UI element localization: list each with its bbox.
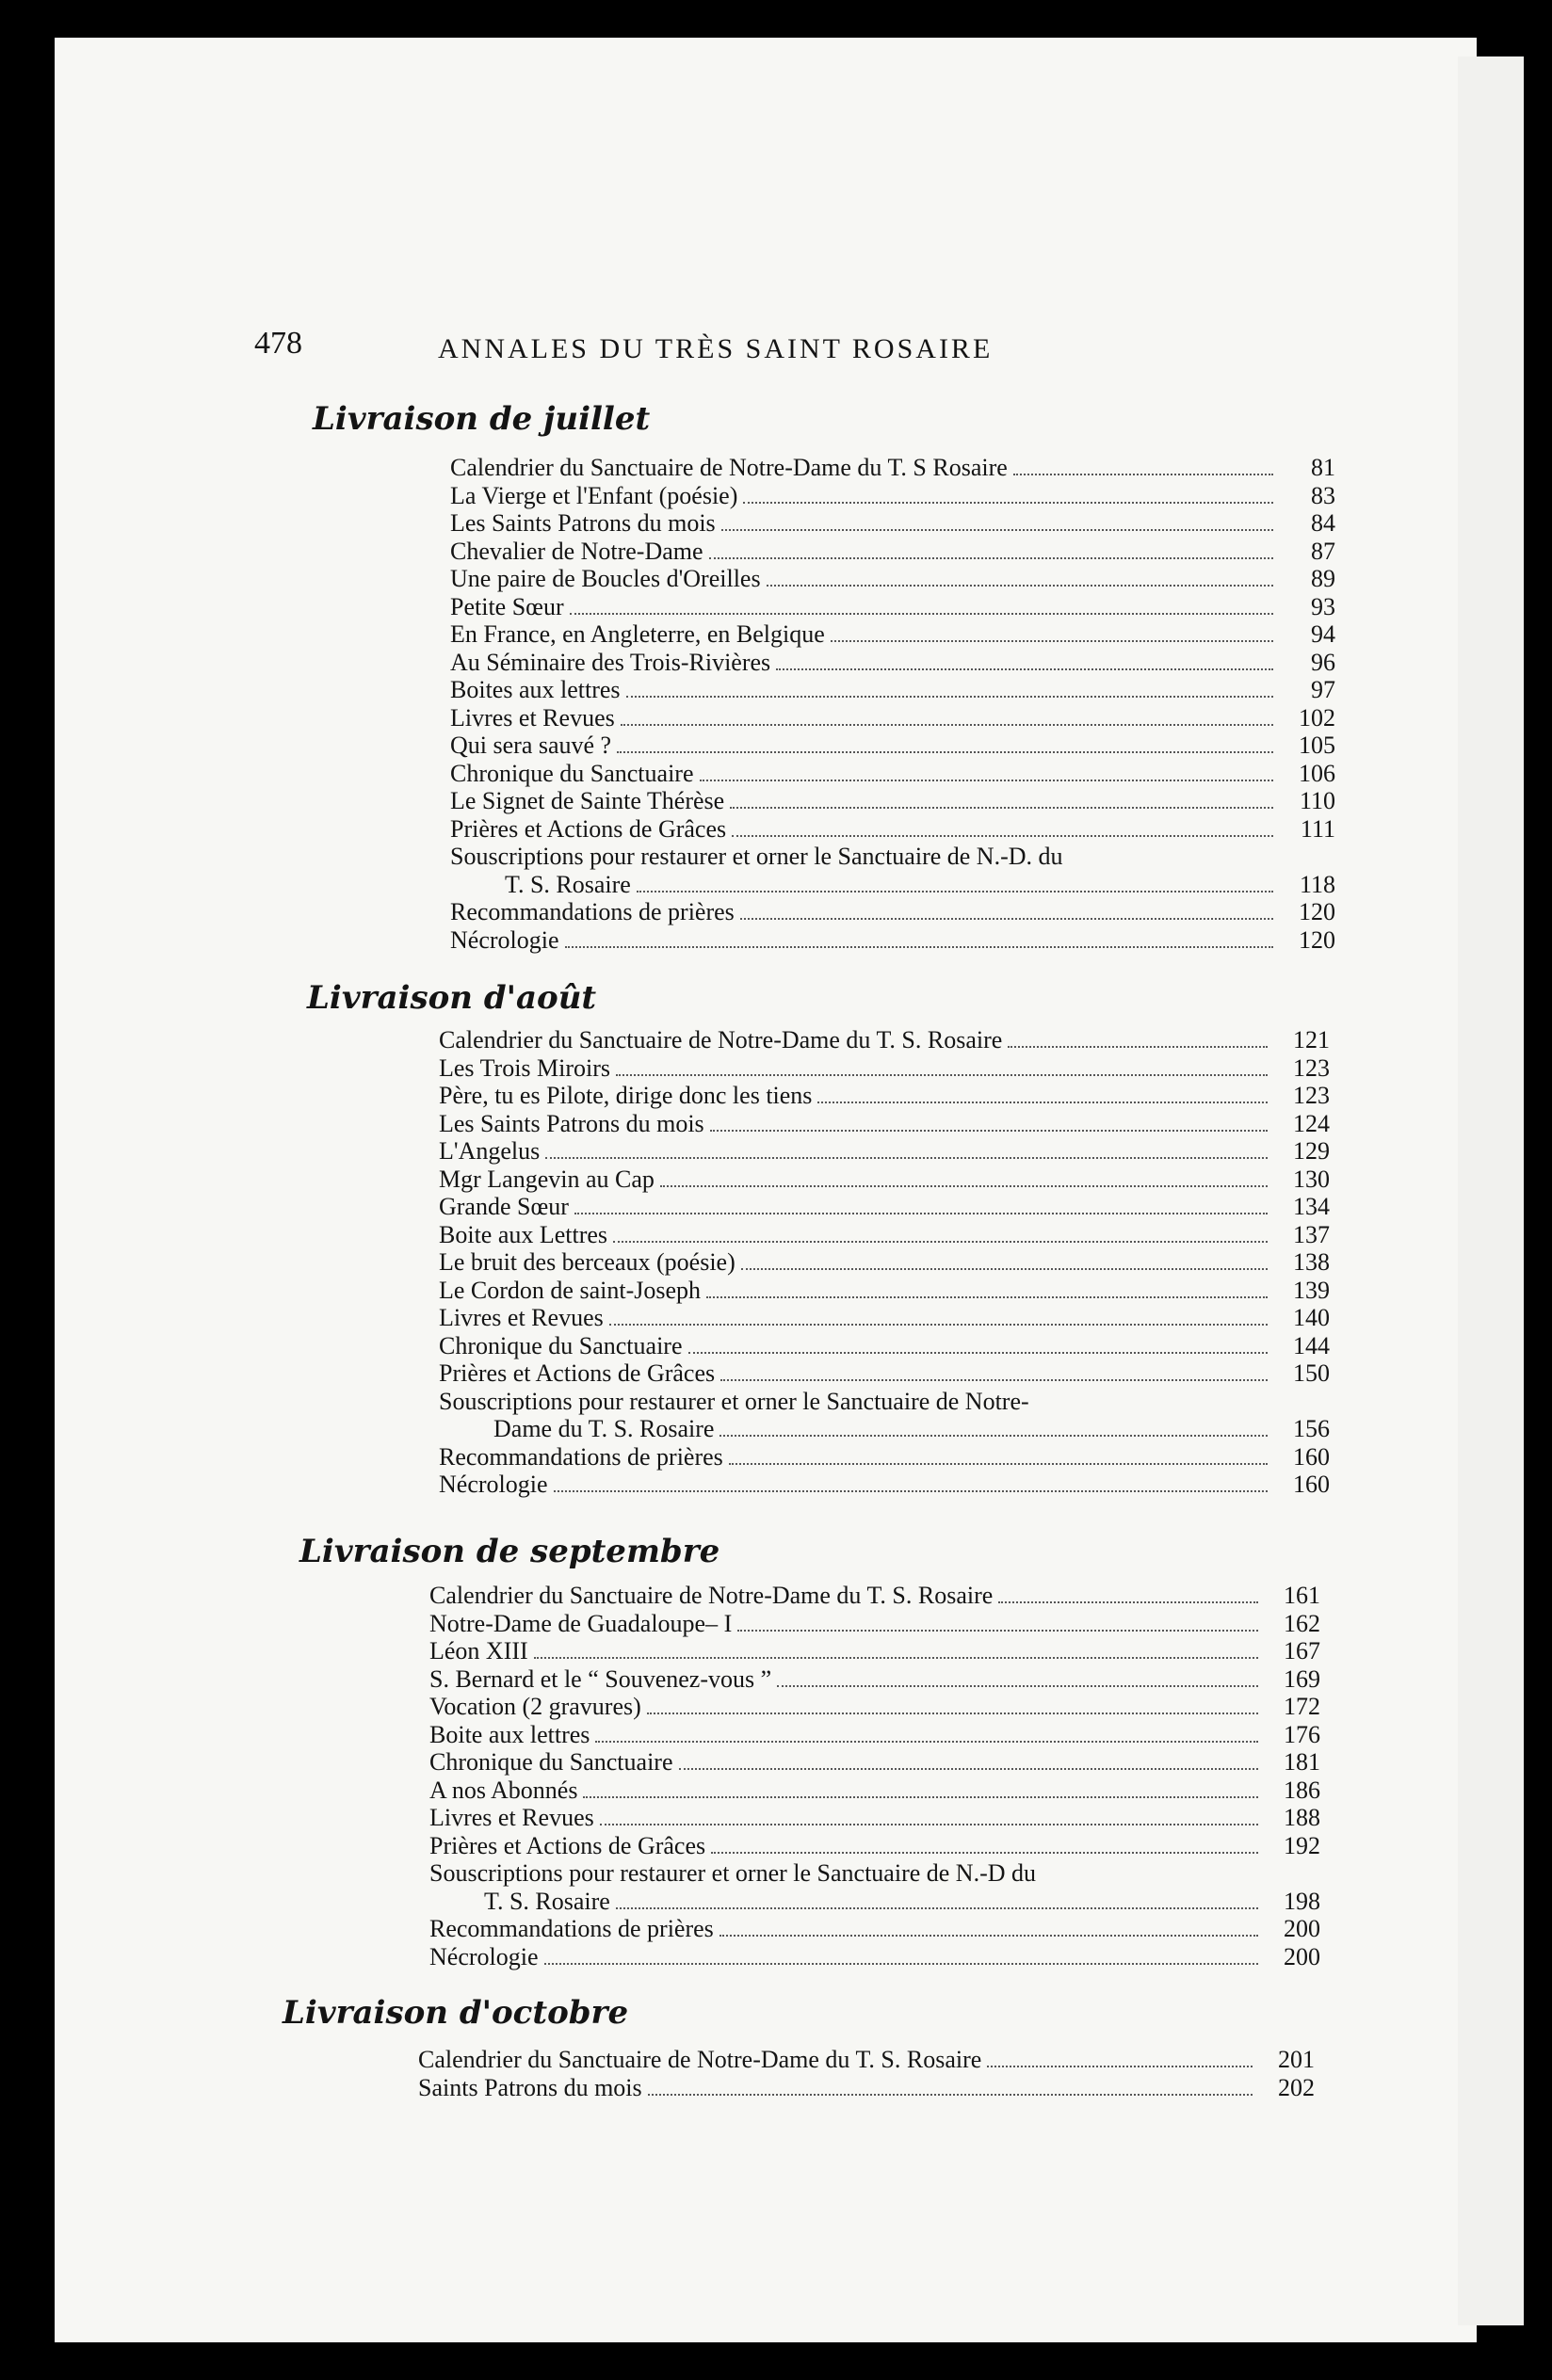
dot-leader: [720, 1379, 1268, 1381]
dot-leader: [706, 1296, 1268, 1298]
toc-entry: [450, 649, 1335, 677]
toc-entry-page: 161: [1284, 1582, 1320, 1609]
toc-entry-page: 83: [1311, 481, 1335, 509]
dot-leader: [730, 807, 1273, 809]
toc-entry: [439, 1193, 1330, 1221]
toc-entry: [439, 1248, 1330, 1277]
toc-entry: [439, 1110, 1330, 1138]
toc-entry: [450, 454, 1335, 482]
toc-entry-title: Saints Patrons du mois: [418, 2073, 642, 2101]
section-title-juillet: Livraison de juillet: [313, 400, 651, 438]
toc-entry-page: 123: [1293, 1053, 1330, 1082]
dot-leader: [737, 1630, 1258, 1632]
toc-entry: [439, 1471, 1330, 1499]
toc-entry-page: 160: [1293, 1471, 1330, 1498]
toc-entry-page: 138: [1293, 1248, 1330, 1276]
dot-leader: [660, 1185, 1268, 1187]
toc-entry-page: 140: [1293, 1304, 1330, 1331]
toc-entry: [429, 1888, 1320, 1916]
dot-leader: [741, 1268, 1268, 1270]
toc-entry-title: Vocation (2 gravures): [429, 1693, 641, 1720]
toc-entry-page: 94: [1311, 620, 1335, 648]
toc-entry-page: 111: [1300, 814, 1335, 843]
dot-leader: [679, 1768, 1259, 1770]
toc-entry: [450, 898, 1335, 926]
dot-leader: [613, 1241, 1268, 1243]
dot-leader: [616, 1074, 1268, 1076]
toc-entry-title: Prières et Actions de Grâces: [450, 814, 727, 843]
toc-entry: [450, 815, 1335, 844]
toc-entry: [429, 1637, 1320, 1665]
toc-entry-page: 176: [1284, 1720, 1320, 1748]
toc-entry-page: 81: [1311, 454, 1335, 481]
toc-entry-page: 106: [1299, 759, 1335, 787]
dot-leader: [719, 1435, 1268, 1437]
toc-entry-title: Souscriptions pour restaurer et orner le Sanctuaire de Notre-: [439, 1387, 1029, 1415]
toc-entry-title: Chronique du Sanctuaire: [429, 1748, 673, 1776]
toc-entry: [439, 1388, 1330, 1416]
section-title-octobre: Livraison d'octobre: [283, 1994, 629, 2032]
dot-leader: [729, 1463, 1268, 1465]
toc-entry-page: 181: [1284, 1748, 1320, 1776]
dot-leader: [743, 502, 1273, 504]
dot-leader: [721, 529, 1273, 531]
dot-leader: [626, 696, 1273, 698]
dot-leader: [616, 1907, 1258, 1909]
toc-entry-title: S. Bernard et le “ Souvenez-vous ”: [429, 1664, 772, 1693]
dot-leader: [544, 1963, 1258, 1965]
section-title-aout: Livraison d'août: [307, 979, 597, 1017]
section-title-septembre: Livraison de septembre: [299, 1533, 720, 1570]
toc-entry-page: 167: [1284, 1637, 1320, 1664]
dot-leader: [595, 1741, 1258, 1743]
toc-entry-page: 160: [1293, 1442, 1330, 1471]
toc-entry: [429, 1748, 1320, 1777]
toc-entry-title: Le Signet de Sainte Thérèse: [450, 787, 725, 814]
toc-entry: [429, 1943, 1320, 1971]
dot-leader: [987, 2066, 1253, 2067]
toc-entry: [429, 1832, 1320, 1860]
toc-entry: [418, 2074, 1315, 2102]
dot-leader: [574, 1213, 1268, 1214]
dot-leader: [609, 1324, 1268, 1326]
dot-leader: [565, 946, 1273, 948]
dot-leader: [648, 2094, 1253, 2096]
toc-entry: [450, 732, 1335, 760]
toc-entry-title: Calendrier du Sanctuaire de Notre-Dame du T. S Rosaire: [450, 454, 1008, 481]
toc-entry-page: 84: [1311, 509, 1335, 537]
dot-leader: [688, 1352, 1269, 1354]
toc-entry: [450, 926, 1335, 955]
toc-entry-page: 201: [1278, 2046, 1315, 2073]
toc-entry-page: 150: [1293, 1359, 1330, 1387]
toc-entry: [450, 676, 1335, 704]
toc-entry-page: 120: [1299, 925, 1335, 954]
toc-entry: [450, 704, 1335, 732]
toc-entry: [439, 1221, 1330, 1249]
toc-entry: [429, 1859, 1320, 1888]
toc-entry: [450, 565, 1335, 593]
toc-entry-page: 110: [1299, 787, 1335, 814]
dot-leader: [534, 1657, 1258, 1659]
toc-entry-title: En France, en Angleterre, en Belgique: [450, 620, 825, 648]
toc-entry-page: 96: [1311, 648, 1335, 676]
toc-entry-title: Petite Sœur: [450, 592, 564, 620]
toc-entry-title: Chevalier de Notre-Dame: [450, 537, 703, 565]
toc-entry-title: Le bruit des berceaux (poésie): [439, 1248, 736, 1276]
toc-entry: [439, 1054, 1330, 1083]
toc-entry-title: Notre-Dame de Guadaloupe– I: [429, 1609, 733, 1637]
toc-entry-title: Calendrier du Sanctuaire de Notre-Dame du T. S. Rosaire: [439, 1026, 1003, 1053]
toc-entry-title: Souscriptions pour restaurer et orner le Sanctuaire de N.-D du: [429, 1859, 1037, 1887]
toc-entry-title: Nécrologie: [429, 1942, 539, 1970]
toc-entry-title: Chronique du Sanctuaire: [450, 759, 694, 787]
toc-entry-title: Recommandations de prières: [429, 1915, 714, 1942]
toc-entry-page: 93: [1311, 592, 1335, 620]
toc-entry-page: 130: [1293, 1165, 1330, 1193]
toc-entry-title: Mgr Langevin au Cap: [439, 1165, 655, 1193]
toc-entry-page: 186: [1284, 1776, 1320, 1804]
dot-leader: [1008, 1046, 1268, 1048]
toc-entry-page: 97: [1311, 676, 1335, 703]
dot-leader: [647, 1713, 1258, 1714]
toc-entry-page: 89: [1311, 565, 1335, 592]
toc-entry-page: 192: [1284, 1831, 1320, 1859]
toc-entry-page: 188: [1284, 1804, 1320, 1831]
toc-entry: [439, 1166, 1330, 1194]
toc-entry-page: 172: [1284, 1693, 1320, 1720]
toc-entry-title: Qui sera sauvé ?: [450, 732, 612, 759]
toc-entry-title: Boite aux Lettres: [439, 1220, 608, 1248]
toc-entry-page: 200: [1284, 1915, 1320, 1942]
toc-entry-title: Boites aux lettres: [450, 676, 621, 703]
dot-leader: [777, 1685, 1258, 1687]
dot-leader: [545, 1157, 1268, 1159]
toc-entry-title: Nécrologie: [439, 1471, 548, 1498]
toc-entry-title: Chronique du Sanctuaire: [439, 1331, 683, 1359]
toc-entry-page: 102: [1299, 703, 1335, 732]
page-header: [254, 326, 1177, 373]
toc-entry-page: 198: [1284, 1887, 1320, 1915]
toc-entry-title: T. S. Rosaire: [484, 1887, 610, 1915]
toc-entry-title: Calendrier du Sanctuaire de Notre-Dame du T. S. Rosaire: [429, 1582, 994, 1609]
dot-leader: [710, 1130, 1268, 1132]
toc-entry-title: Souscriptions pour restaurer et orner le Sanctuaire de N.-D. du: [450, 843, 1063, 870]
toc-entry-page: 156: [1293, 1415, 1330, 1442]
toc-entry-title: Recommandations de prières: [439, 1442, 723, 1471]
dot-leader: [767, 585, 1273, 587]
running-title: ANNALES DU TRÈS SAINT ROSAIRE: [438, 333, 994, 364]
toc-entry: [439, 1082, 1330, 1110]
toc-entry: [450, 538, 1335, 566]
dot-leader: [732, 835, 1273, 837]
toc-entry-title: Le Cordon de saint-Joseph: [439, 1276, 702, 1304]
toc-entry-title: Boite aux lettres: [429, 1720, 590, 1748]
dot-leader: [740, 918, 1273, 920]
toc-list-octobre: [418, 2046, 1315, 2101]
dot-leader: [711, 1852, 1258, 1854]
facing-page-edge: [1458, 56, 1524, 2325]
toc-entry: [450, 871, 1335, 899]
toc-entry-title: Livres et Revues: [439, 1304, 604, 1331]
toc-entry-title: Recommandations de prières: [450, 898, 735, 925]
toc-entry: [429, 1665, 1320, 1694]
toc-entry-title: Les Saints Patrons du mois: [450, 509, 716, 537]
toc-entry-title: A nos Abonnés: [429, 1776, 578, 1804]
toc-entry-title: Au Séminaire des Trois-Rivières: [450, 648, 771, 676]
toc-entry: [439, 1359, 1330, 1388]
toc-entry-page: 169: [1284, 1664, 1320, 1693]
toc-entry: [450, 787, 1335, 815]
toc-entry-title: Une paire de Boucles d'Oreilles: [450, 565, 761, 592]
dot-leader: [709, 557, 1273, 559]
dot-leader: [998, 1601, 1258, 1603]
toc-entry-title: Prières et Actions de Grâces: [439, 1359, 716, 1387]
dot-leader: [570, 613, 1273, 615]
toc-list-juillet: [450, 454, 1335, 954]
toc-entry: [439, 1137, 1330, 1166]
toc-entry: [439, 1415, 1330, 1443]
toc-entry: [429, 1721, 1320, 1749]
toc-entry-title: Les Trois Miroirs: [439, 1053, 611, 1082]
toc-entry: [429, 1777, 1320, 1805]
toc-entry-title: Livres et Revues: [450, 703, 615, 732]
dot-leader: [554, 1490, 1268, 1492]
dot-leader: [831, 640, 1273, 642]
dot-leader: [719, 1935, 1258, 1937]
toc-entry: [439, 1332, 1330, 1360]
toc-entry-page: 129: [1293, 1137, 1330, 1165]
dot-leader: [583, 1796, 1258, 1798]
toc-entry-page: 87: [1311, 537, 1335, 565]
toc-entry: [450, 509, 1335, 538]
dot-leader: [621, 724, 1273, 726]
page-number: 478: [254, 326, 302, 361]
toc-entry-title: L'Angelus: [439, 1137, 541, 1165]
dot-leader: [637, 891, 1273, 892]
toc-entry-title: Grande Sœur: [439, 1193, 569, 1220]
toc-entry: [439, 1443, 1330, 1471]
toc-entry: [439, 1304, 1330, 1332]
toc-entry: [450, 482, 1335, 510]
dot-leader: [700, 780, 1274, 781]
toc-entry: [450, 593, 1335, 621]
toc-entry-title: Nécrologie: [450, 925, 559, 954]
toc-entry-page: 123: [1293, 1082, 1330, 1109]
toc-entry-title: Les Saints Patrons du mois: [439, 1109, 704, 1137]
toc-entry-title: La Vierge et l'Enfant (poésie): [450, 481, 738, 509]
toc-entry: [450, 760, 1335, 788]
toc-entry: [429, 1915, 1320, 1943]
toc-entry: [418, 2046, 1315, 2074]
dot-leader: [817, 1102, 1268, 1103]
toc-entry-page: 139: [1293, 1276, 1330, 1304]
toc-entry-title: Calendrier du Sanctuaire de Notre-Dame du T. S. Rosaire: [418, 2046, 982, 2073]
toc-entry-page: 120: [1299, 898, 1335, 925]
toc-entry-page: 162: [1284, 1609, 1320, 1637]
toc-entry-title: Père, tu es Pilote, dirige donc les tiens: [439, 1082, 813, 1109]
toc-entry: [429, 1582, 1320, 1610]
toc-entry-title: Dame du T. S. Rosaire: [493, 1415, 715, 1442]
toc-entry-page: 105: [1299, 732, 1335, 759]
toc-entry: [439, 1026, 1330, 1054]
toc-entry-page: 200: [1284, 1942, 1320, 1970]
toc-entry-page: 118: [1299, 870, 1335, 898]
toc-entry-page: 202: [1278, 2073, 1315, 2101]
toc-entry: [450, 620, 1335, 649]
toc-entry: [429, 1610, 1320, 1638]
toc-entry-title: Livres et Revues: [429, 1804, 594, 1831]
toc-entry-page: 144: [1293, 1331, 1330, 1359]
toc-entry: [439, 1277, 1330, 1305]
toc-list-septembre: [429, 1582, 1320, 1970]
dot-leader: [1013, 474, 1273, 475]
toc-entry-page: 121: [1293, 1026, 1330, 1053]
toc-entry-page: 134: [1293, 1193, 1330, 1220]
toc-entry-title: T. S. Rosaire: [505, 870, 631, 898]
dot-leader: [776, 668, 1273, 670]
toc-entry: [429, 1693, 1320, 1721]
toc-entry-title: Léon XIII: [429, 1637, 528, 1664]
toc-entry: [429, 1804, 1320, 1832]
dot-leader: [600, 1824, 1258, 1825]
toc-entry-page: 124: [1293, 1109, 1330, 1137]
toc-entry-title: Prières et Actions de Grâces: [429, 1831, 706, 1859]
toc-entry-page: 137: [1293, 1220, 1330, 1248]
dot-leader: [617, 751, 1273, 753]
toc-entry: [450, 843, 1335, 871]
toc-list-aout: [439, 1026, 1330, 1499]
